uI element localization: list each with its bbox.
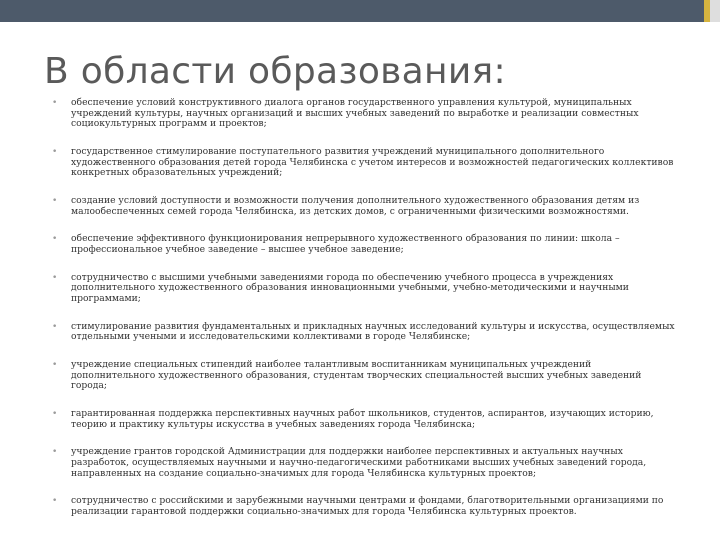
header-bar: [0, 0, 704, 22]
list-item: [52, 496, 677, 517]
bullet-icon: •: [52, 409, 58, 419]
list-item-text: учреждение грантов городской Администрации для поддержки наиболее перспективных и актуальных научных разработок, осуществляемых научными и научно-педагогическими работниками высших учебных заведений города, направленных на создание социально-значимых для города Челябинска культурных проектов;: [71, 446, 647, 479]
list-item-text: сотрудничество с российскими и зарубежными научными центрами и фондами, благотворительными организациями по реализации гарантовой поддержки социально-значимых для города Челябинска культурных проектов.: [71, 495, 664, 517]
bullet-icon: •: [52, 195, 58, 206]
bullet-icon: •: [52, 447, 58, 458]
list-item-text: обеспечение условий конструктивного диалога органов государственного управления культурой, муниципальных учреждений культуры, научных организаций и высших учебных заведений по выработке и реализации совместных социокультурных программ и проектов;: [71, 97, 639, 130]
list-item: [52, 98, 677, 130]
list-item: [52, 234, 677, 255]
list-item-text: создание условий доступности и возможности получения дополнительного художественного образования детям из малообеспеченных семей города Челябинска, из детских домов, с ограниченными физическими возможностями.: [71, 194, 640, 217]
list-item-text: учреждение специальных стипендий наиболее талантливым воспитанникам муниципальных учреждений дополнительного художественного образования, студентам творческих специальностей высших учебных заведений города;: [71, 359, 642, 392]
list-item: [52, 360, 677, 392]
list-item-text: обеспечение эффективного функционирования непрерывного художественного образования по линии: школа – профессиональное учебное заведение – высшее учебное заведение;: [71, 233, 620, 255]
bullet-icon: •: [52, 146, 58, 157]
list-item-text: государственное стимулирование поступательного развития учреждений муниципального дополнительного художественного образования детей города Челябинска с учетом интересов и возможностей педагогических коллективов конкретных образовательных учреждений;: [71, 145, 674, 179]
bullet-icon: •: [52, 272, 58, 283]
list-item: [52, 273, 677, 305]
bullet-icon: •: [52, 234, 58, 245]
header-accent-stripe: [704, 0, 710, 22]
list-item: [52, 196, 677, 217]
list-item: [52, 409, 677, 430]
list-item-text: стимулирование развития фундаментальных и прикладных научных исследований культуры и искусства, осуществляемых отдельными учеными и исследовательскими коллективами в городе Челябинске;: [71, 320, 675, 343]
list-item-text: гарантированная поддержка перспективных научных работ школьников, студентов, аспирантов, изучающих историю, теорию и практику культуры искусства в учебных заведениях города Челябинска;: [71, 408, 654, 430]
list-item: [52, 447, 677, 479]
bullet-icon: •: [52, 98, 58, 108]
list-item: [52, 322, 677, 343]
slide-title: В области образования:: [44, 51, 506, 92]
list-item: [52, 147, 677, 179]
bullet-icon: •: [52, 321, 58, 332]
bullet-icon: •: [52, 360, 58, 371]
bullet-icon: •: [52, 496, 58, 507]
bullet-list: [52, 98, 677, 535]
list-item-text: сотрудничество с высшими учебными заведениями города по обеспечению учебного процесса в учреждениях дополнительного художественного образования инновационными учебными, учебно-методическими и научными программами;: [71, 271, 629, 304]
